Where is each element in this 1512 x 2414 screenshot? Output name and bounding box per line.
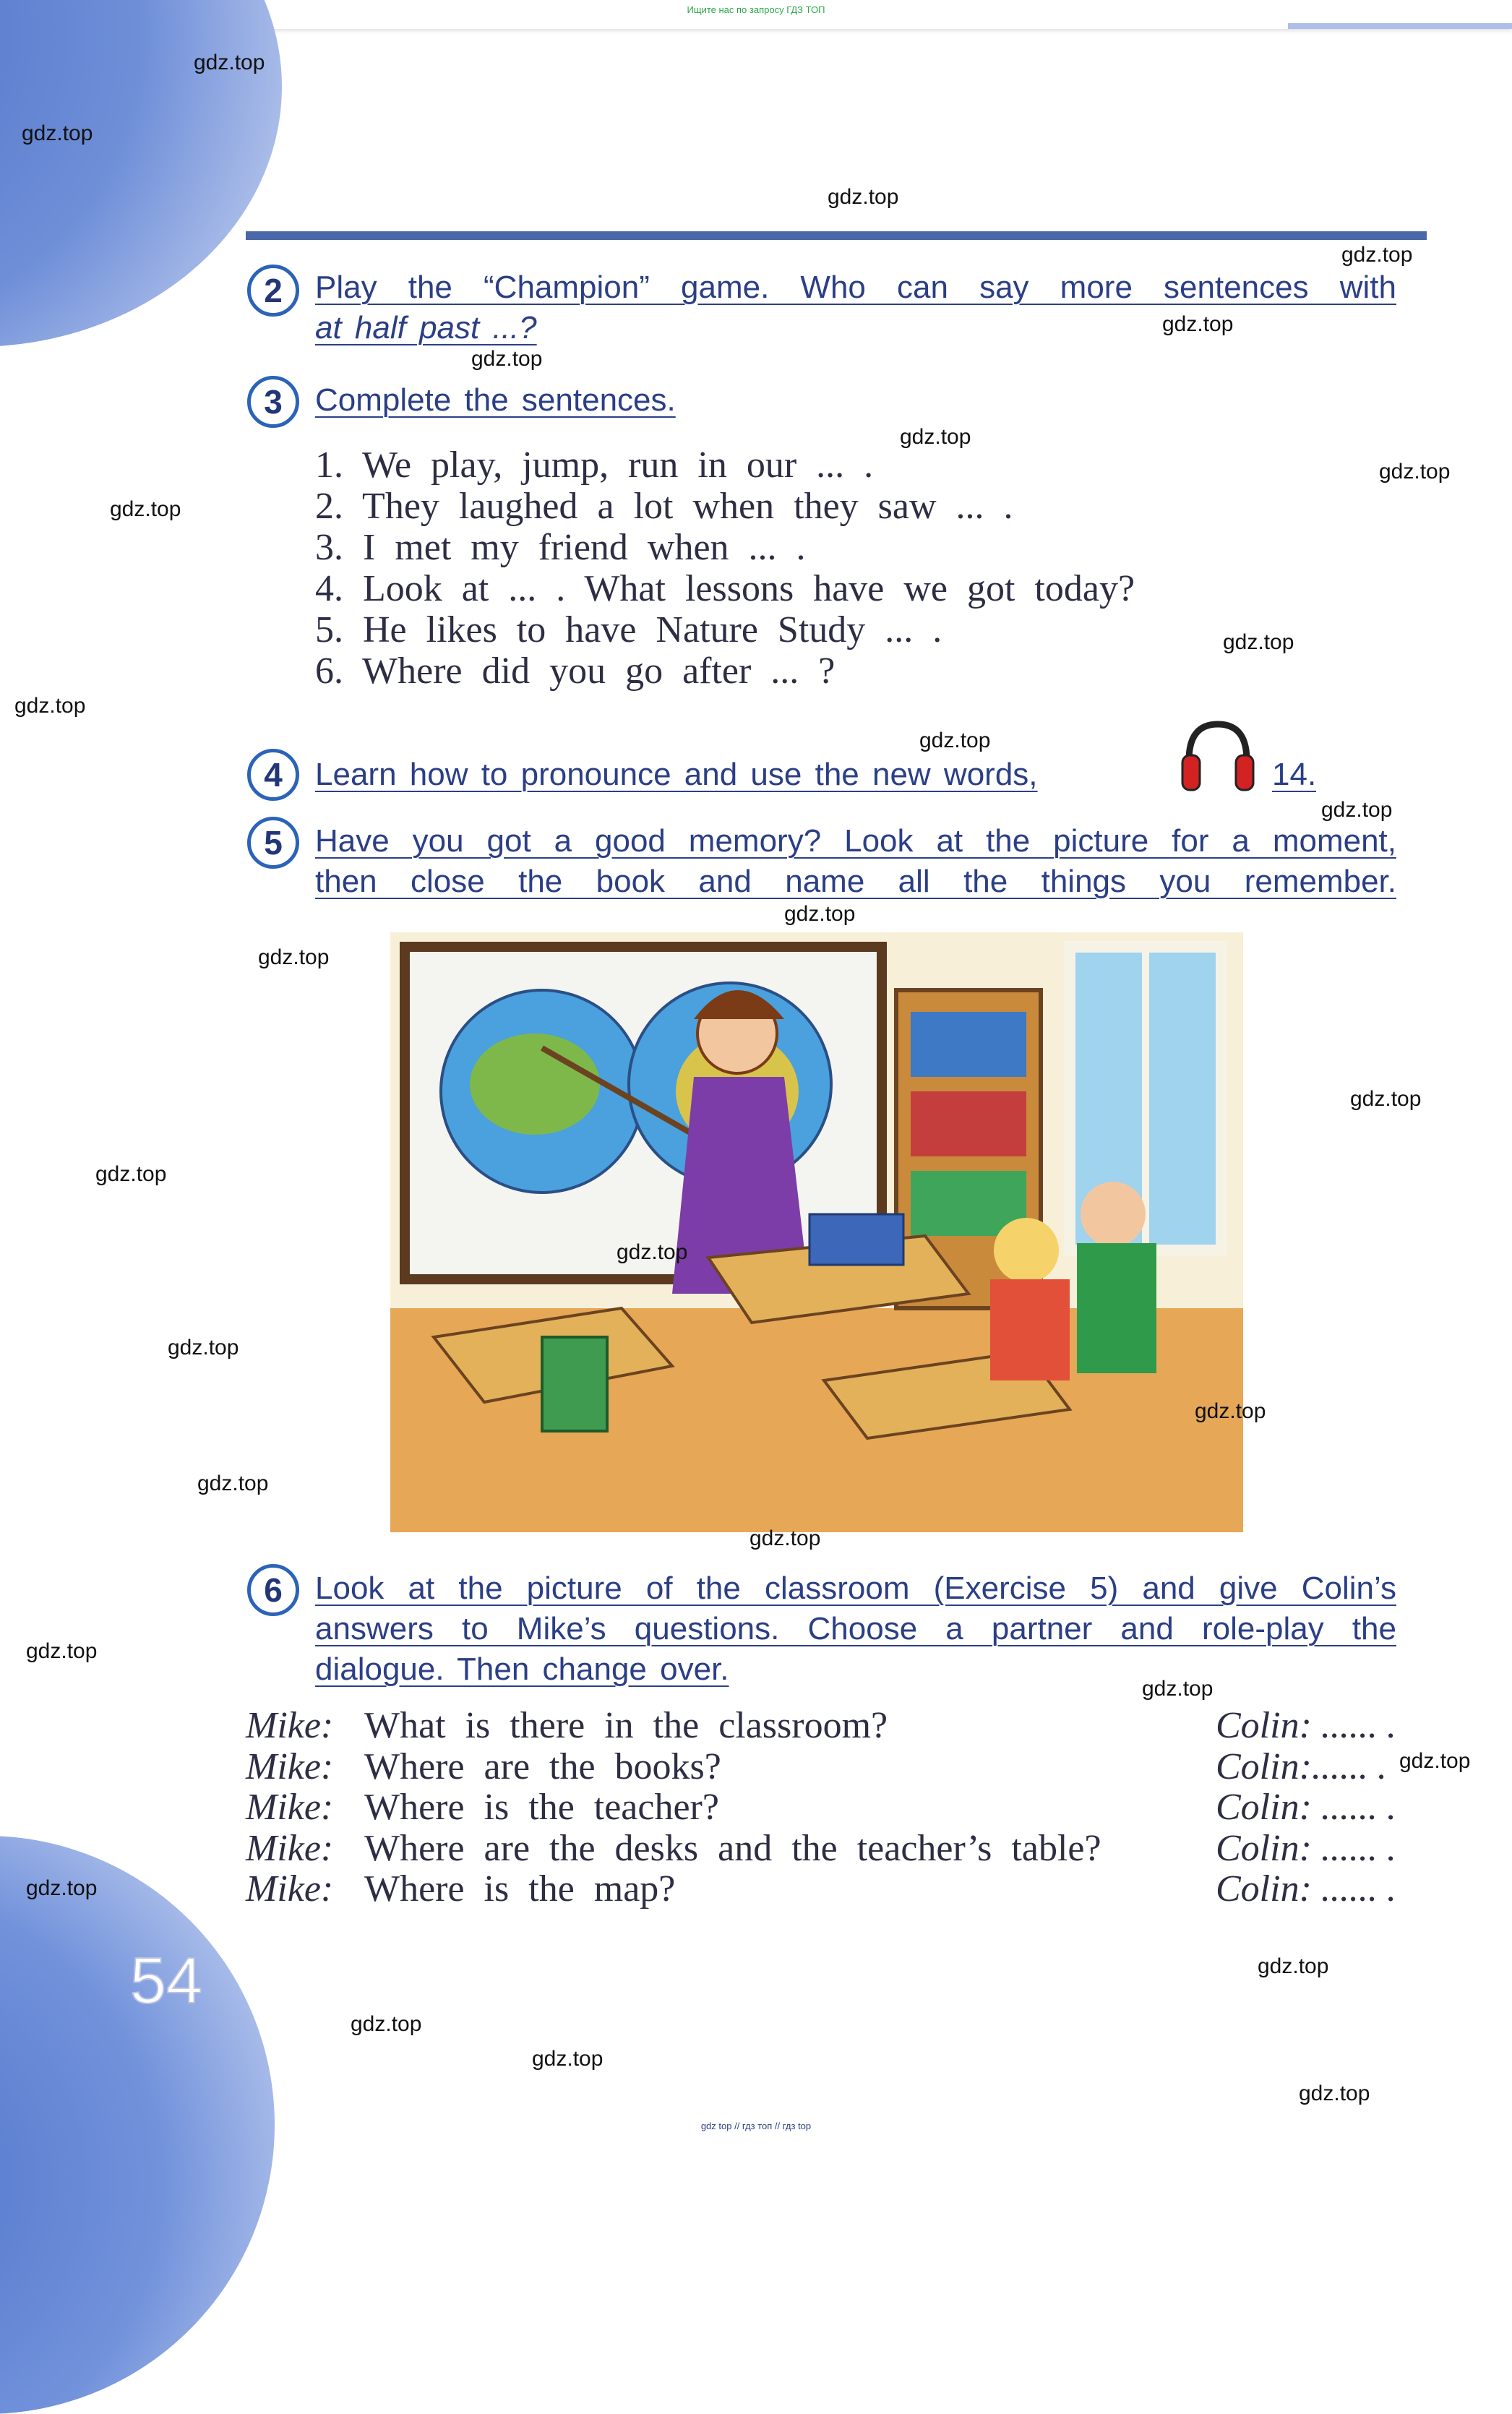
page-number: 54 — [130, 1945, 203, 2017]
exercise-3-title — [315, 380, 1396, 431]
headphones-icon — [1178, 716, 1258, 795]
dialogue-row — [246, 1787, 1431, 1829]
mike-question: Where is the map? — [364, 1868, 676, 1910]
exercise-2-line-2: at half past ...? — [315, 310, 537, 345]
watermark: gdz.top — [22, 121, 93, 145]
sentence-6: 6. Where did you go after ... ? — [315, 650, 836, 692]
watermark: gdz.top — [197, 1472, 269, 1495]
speaker-mike: Mike: — [246, 1868, 334, 1910]
watermark: gdz.top — [1350, 1087, 1422, 1111]
watermark: gdz.top — [617, 1240, 688, 1264]
exercise-6-line-3: dialogue. Then change over. — [315, 1651, 729, 1687]
colin-reply: Colin:...... . — [1216, 1745, 1387, 1787]
watermark: gdz.top — [110, 497, 181, 521]
watermark: gdz.top — [1195, 1399, 1266, 1423]
exercise-4-number: 4 — [247, 749, 299, 801]
watermark: gdz.top — [784, 902, 856, 926]
watermark: gdz.top — [900, 425, 971, 449]
mike-question: What is there in the classroom? — [364, 1705, 888, 1746]
watermark: gdz.top — [26, 1876, 98, 1900]
watermark: gdz.top — [532, 2047, 603, 2071]
watermark: gdz.top — [95, 1162, 167, 1186]
exercise-5-line-2: then close the book and name all the things you remember. — [315, 864, 1396, 899]
colin-reply: Colin: ...... . — [1216, 1787, 1396, 1828]
speaker-mike: Mike: — [246, 1787, 334, 1828]
dialogue-row — [246, 1829, 1431, 1870]
dialogue-row — [246, 1706, 1431, 1747]
sentence-5: 5. He likes to have Nature Study ... . — [315, 609, 942, 650]
exercise-6-line-2: answers to Mike’s questions. Choose a partner and role-play the — [315, 1611, 1396, 1646]
watermark: gdz.top — [1162, 312, 1234, 336]
exercise-4-line: Learn how to pronounce and use the new words, — [315, 757, 1038, 792]
dialogue-row — [246, 1747, 1431, 1788]
colin-reply: Colin: ...... . — [1216, 1705, 1396, 1746]
search-hint: Ищите нас по запросу ГДЗ ТОП — [687, 4, 825, 15]
exercise-3-sentences — [315, 444, 1276, 692]
exercise-4-track-number: 14. — [1272, 757, 1317, 792]
dialogue-row — [246, 1869, 1431, 1910]
watermark: gdz.top — [1142, 1677, 1214, 1701]
watermark: gdz.top — [26, 1639, 98, 1663]
watermark: gdz.top — [1321, 798, 1393, 822]
watermark: gdz.top — [194, 51, 265, 74]
exercise-3-title-text: Complete the sentences. — [315, 382, 676, 418]
colin-reply: Colin: ...... . — [1216, 1827, 1396, 1869]
colin-reply: Colin: ...... . — [1216, 1868, 1396, 1910]
mike-question: Where are the desks and the teacher’s table? — [364, 1827, 1101, 1869]
exercise-6-line-1: Look at the picture of the classroom (Exercise 5) and give Colin’s — [315, 1571, 1396, 1606]
exercise-3-number: 3 — [247, 376, 299, 428]
watermark: gdz.top — [1258, 1954, 1329, 1978]
classroom-illustration — [390, 932, 1243, 1532]
exercise-5-number: 5 — [247, 817, 299, 869]
speaker-mike: Mike: — [246, 1745, 334, 1787]
exercise-6-text — [315, 1568, 1396, 1700]
sentence-3: 3. I met my friend when ... . — [315, 527, 806, 568]
books — [809, 1214, 903, 1265]
watermark: gdz.top — [749, 1526, 821, 1550]
footer-text: gdz top // гдз топ // гдз top — [700, 2121, 812, 2131]
watermark: gdz.top — [1379, 460, 1451, 484]
watermark: gdz.top — [351, 2012, 422, 2036]
exercise-5-text — [315, 821, 1396, 902]
exercise-2-line-1: Play the “Champion” game. Who can say more sentences with — [315, 270, 1396, 305]
watermark: gdz.top — [828, 185, 899, 209]
watermark: gdz.top — [1399, 1749, 1471, 1773]
section-rule — [246, 231, 1427, 240]
sentence-1: 1. We play, jump, run in our ... . — [315, 444, 874, 486]
sentence-2: 2. They laughed a lot when they saw ... . — [315, 486, 1013, 527]
dialogue — [246, 1706, 1431, 1910]
exercise-2-text — [315, 267, 1396, 358]
watermark: gdz.top — [1223, 630, 1294, 654]
sentence-4: 4. Look at ... . What lessons have we got today? — [315, 568, 1135, 609]
watermark: gdz.top — [471, 347, 543, 371]
mike-question: Where is the teacher? — [364, 1787, 719, 1828]
exercise-2-number: 2 — [247, 265, 299, 317]
watermark: gdz.top — [1341, 243, 1413, 267]
speaker-mike: Mike: — [246, 1827, 334, 1869]
mike-question: Where are the books? — [364, 1745, 721, 1787]
schoolbag — [542, 1337, 607, 1431]
watermark: gdz.top — [14, 694, 86, 718]
watermark: gdz.top — [919, 729, 991, 752]
watermark: gdz.top — [258, 945, 330, 969]
watermark: gdz.top — [1299, 2082, 1370, 2105]
watermark: gdz.top — [168, 1336, 239, 1360]
speaker-mike: Mike: — [246, 1705, 334, 1746]
exercise-6-number: 6 — [247, 1564, 299, 1616]
top-accent-bar — [1288, 23, 1512, 29]
exercise-5-line-1: Have you got a good memory? Look at the picture for a moment, — [315, 823, 1396, 859]
